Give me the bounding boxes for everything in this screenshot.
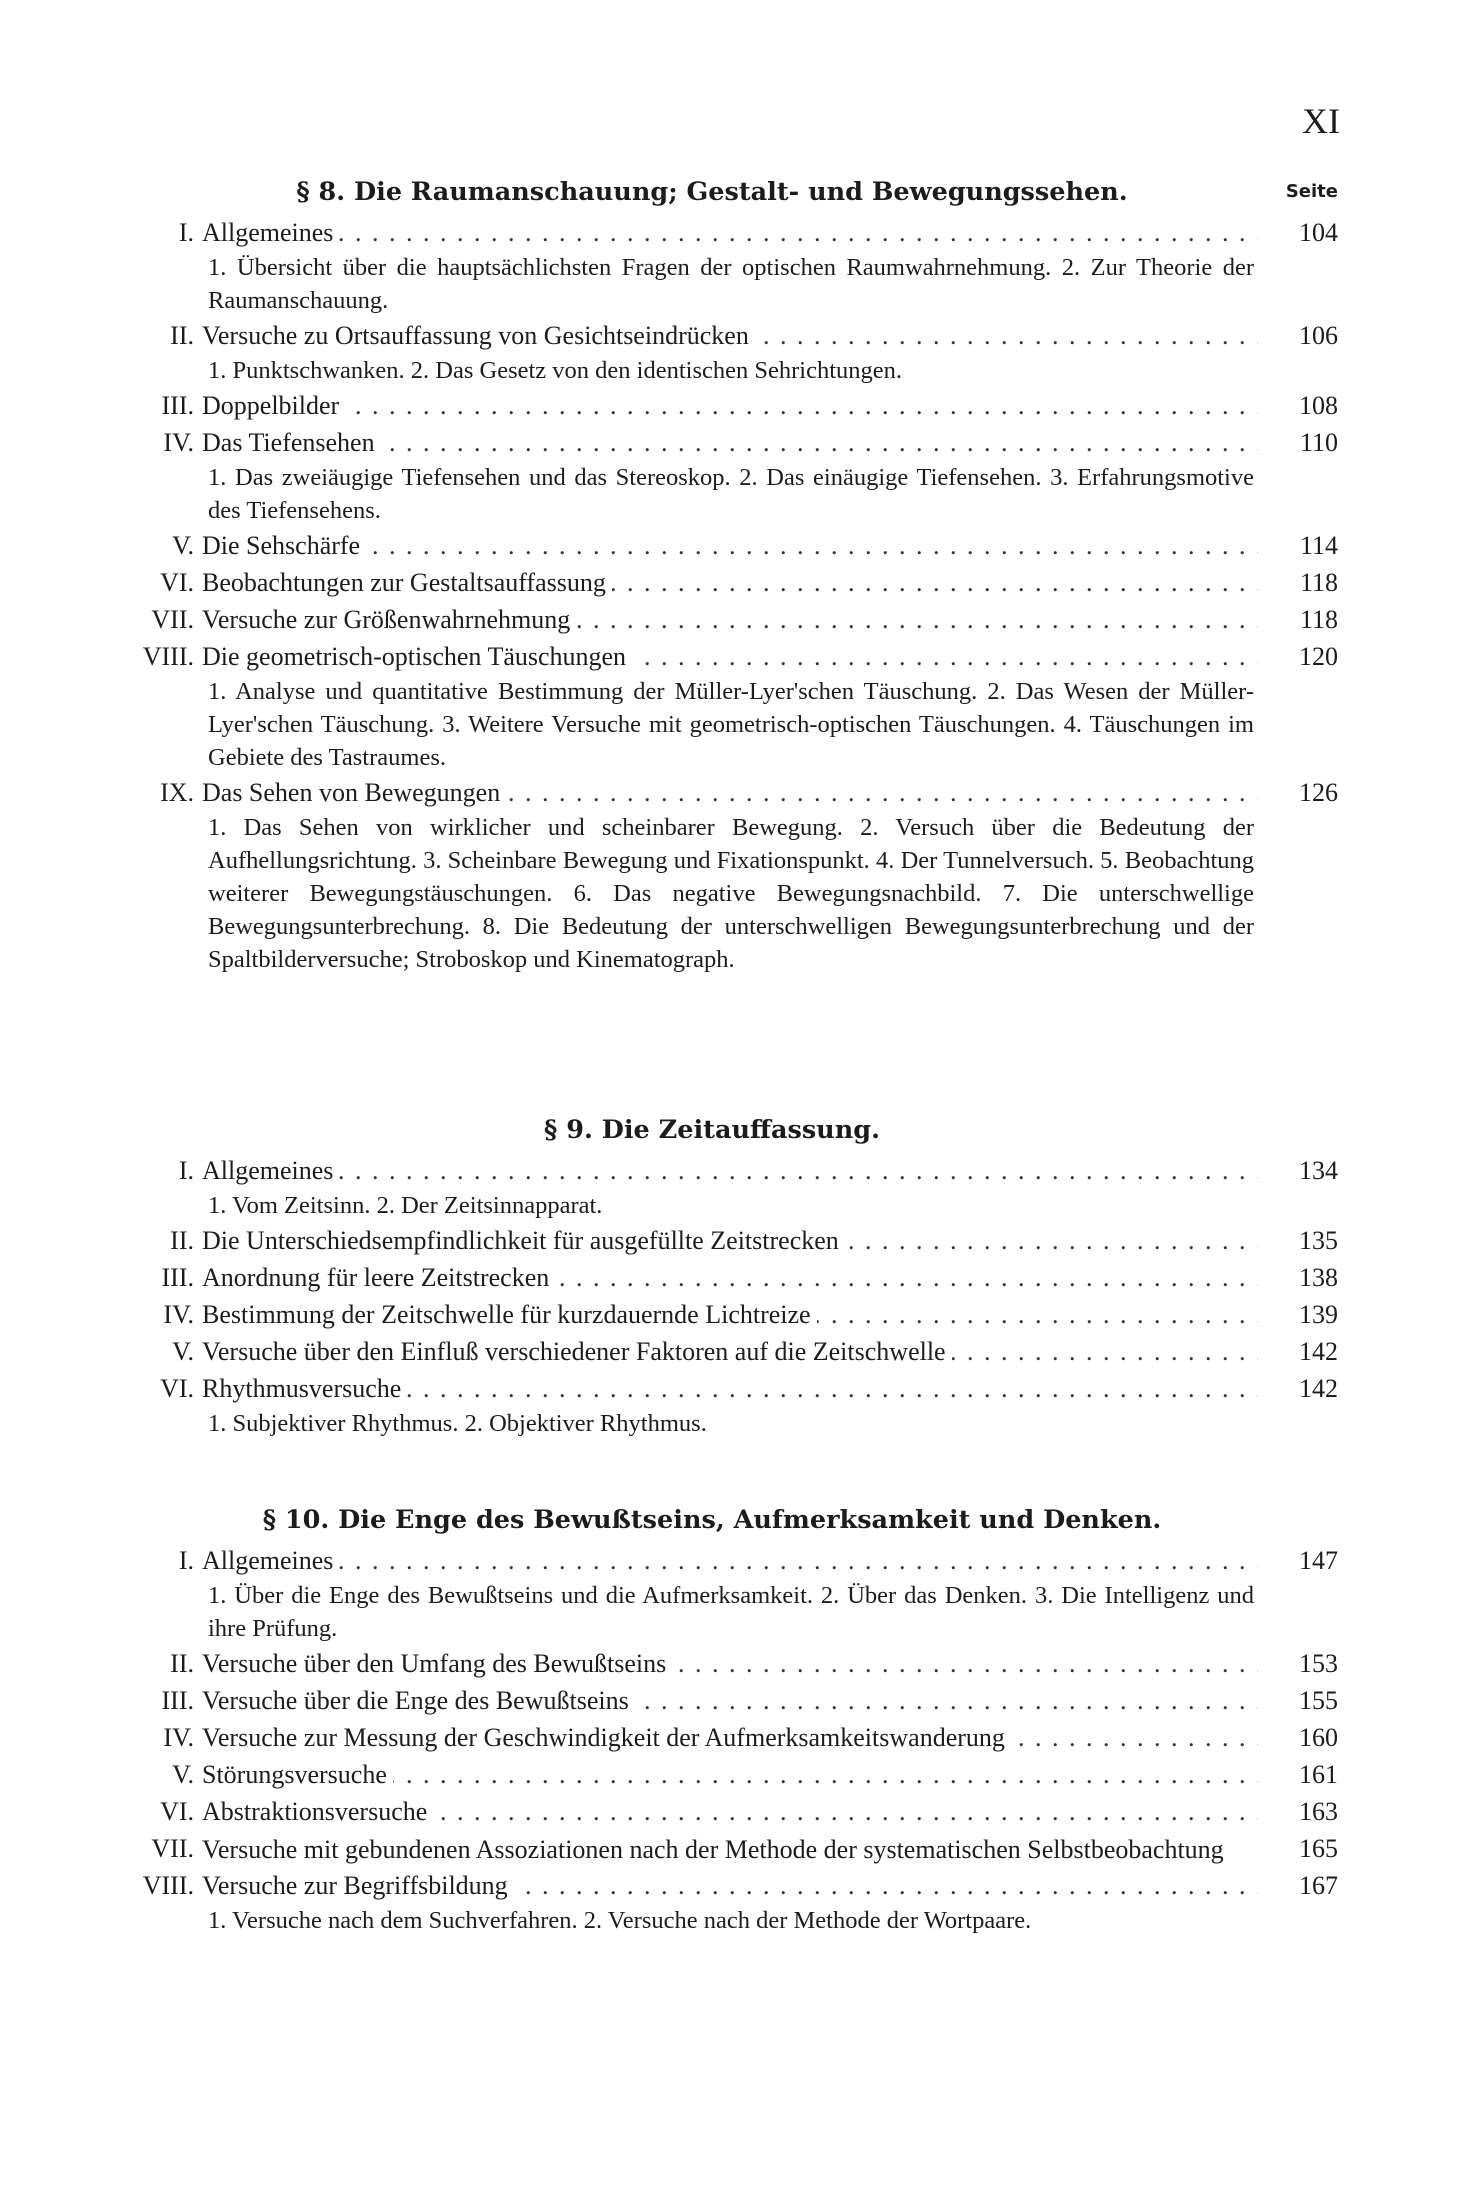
toc-entry-line — [112, 601, 1338, 638]
toc-entry-line — [112, 1296, 1338, 1333]
entry-title: Das Sehen von Bewegungen — [202, 778, 506, 807]
toc-entry[interactable] — [112, 1296, 1338, 1333]
toc-entry-line — [112, 1259, 1338, 1296]
toc-entry-line — [112, 1867, 1338, 1904]
toc-entries — [112, 1152, 1338, 1440]
toc-entries — [112, 214, 1338, 976]
entry-title-leader — [202, 424, 1258, 461]
entry-title-leader — [202, 601, 1258, 638]
section-title: § 9. Die Zeitauffassung. — [544, 1115, 880, 1145]
entry-title-leader — [202, 774, 1258, 811]
entry-title: Versuche über den Umfang des Bewußtseins — [202, 1649, 672, 1678]
entry-title: Rhythmusversuche — [202, 1374, 407, 1403]
toc-entry[interactable] — [112, 601, 1338, 638]
toc-entry[interactable] — [112, 1333, 1338, 1370]
entry-title: Die Sehschärfe — [202, 531, 366, 560]
toc-entries — [112, 1542, 1338, 1937]
toc-entry[interactable] — [112, 1793, 1338, 1830]
entry-title-leader — [202, 1867, 1258, 1904]
toc-entry-line — [112, 1830, 1338, 1867]
entry-title-leader — [202, 527, 1258, 564]
entry-title: Allgemeines — [202, 1546, 339, 1575]
entry-numeral: V. — [172, 1337, 194, 1366]
entry-title: Allgemeines — [202, 218, 339, 247]
toc-entry-line — [112, 317, 1338, 354]
toc-entry[interactable] — [112, 1542, 1338, 1645]
entry-title: Allgemeines — [202, 1156, 339, 1185]
toc-entry[interactable] — [112, 1830, 1338, 1867]
entry-title: Abstraktionsversuche — [202, 1797, 433, 1826]
entry-title-leader — [202, 214, 1258, 251]
entry-page: 139 — [1299, 1300, 1338, 1329]
entry-subtopics: 1. Subjektiver Rhythmus. 2. Objektiver Rhythmus. — [208, 1410, 707, 1437]
toc-entry[interactable] — [112, 1645, 1338, 1682]
entry-page: 138 — [1299, 1263, 1338, 1292]
entry-numeral: I. — [178, 218, 194, 247]
toc-entry-line — [112, 774, 1338, 811]
section-10 — [112, 1500, 1338, 1937]
entry-title: Versuche zur Größenwahrnehmung — [202, 605, 576, 634]
entry-numeral: VII. — [151, 1834, 194, 1863]
entry-title-leader — [202, 1333, 1258, 1370]
toc-entry[interactable] — [112, 387, 1338, 424]
section-heading — [112, 1500, 1338, 1542]
entry-title-leader — [202, 317, 1258, 354]
entry-numeral: IV. — [163, 428, 194, 457]
toc-entry-line — [112, 1756, 1338, 1793]
entry-title: Versuche über den Einfluß verschiedener Faktoren auf die Zeitschwelle — [202, 1337, 952, 1366]
toc-entry-line — [112, 564, 1338, 601]
entry-page: 118 — [1299, 605, 1338, 634]
entry-numeral: IV. — [163, 1723, 194, 1752]
entry-page: 163 — [1299, 1797, 1338, 1826]
entry-title: Das Tiefensehen — [202, 428, 381, 457]
entry-subtopics: 1. Über die Enge des Bewußtseins und die Aufmerksamkeit. 2. Über das Denken. 3. Die Intelligenz und ihre Prüfung. — [208, 1582, 1254, 1642]
entry-numeral: V. — [172, 1760, 194, 1789]
entry-page: 161 — [1299, 1760, 1338, 1789]
entry-title-leader — [202, 1259, 1258, 1296]
toc-entry-line — [112, 1793, 1338, 1830]
entry-title: Anordnung für leere Zeitstrecken — [202, 1263, 555, 1292]
entry-page: 135 — [1299, 1226, 1338, 1255]
toc-entry[interactable] — [112, 1222, 1338, 1259]
toc-entry-line — [112, 1542, 1338, 1579]
entry-page: 114 — [1299, 531, 1338, 560]
toc-entry-line — [112, 1370, 1338, 1407]
entry-numeral: IX. — [160, 778, 194, 807]
entry-subtopics: 1. Das Sehen von wirklicher und scheinbarer Bewegung. 2. Versuch über die Bedeutung der Aufhellungsrichtung. 3. Scheinbare Bewegung und Fixationspunkt. 4. Der Tunnelversuch. 5. Beobachtung weiterer Bewegungstäuschungen. 6. Das negative Bewegungsnachbild. 7. Die unterschwellige Bewegungsunterbrechung. 8. Die Bedeutung der unterschwelligen Bewegungsunterbrechung und der Spaltbilderversuche; Stroboskop und Kinematograph. — [208, 814, 1254, 973]
toc-entry[interactable] — [112, 1370, 1338, 1440]
entry-title-leader — [202, 1793, 1258, 1830]
toc-entry-line — [112, 1333, 1338, 1370]
toc-entry-line — [112, 214, 1338, 251]
entry-page: 155 — [1299, 1686, 1338, 1715]
entry-numeral: II. — [170, 321, 194, 350]
entry-title-leader — [202, 1152, 1258, 1189]
entry-page: 153 — [1299, 1649, 1338, 1678]
entry-numeral: VI. — [160, 1797, 194, 1826]
entry-title: Die Unterschiedsempfindlichkeit für ausgefüllte Zeitstrecken — [202, 1226, 845, 1255]
entry-page: 165 — [1299, 1834, 1338, 1863]
entry-page: 120 — [1299, 642, 1338, 671]
entry-subtopics: 1. Das zweiäugige Tiefensehen und das Stereoskop. 2. Das einäugige Tiefensehen. 3. Erfahrungsmotive des Tiefensehens. — [208, 464, 1254, 524]
entry-subtopics: 1. Versuche nach dem Suchverfahren. 2. Versuche nach der Methode der Wortpaare. — [208, 1907, 1032, 1934]
entry-numeral: VI. — [160, 1374, 194, 1403]
entry-subtopics: 1. Analyse und quantitative Bestimmung der Müller-Lyer'schen Täuschung. 2. Das Wesen der Müller-Lyer'schen Täuschung. 3. Weitere Versuche mit geometrisch-optischen Täuschungen. 4. Täuschungen im Gebiete des Tastraumes. — [208, 678, 1254, 771]
entry-numeral: VI. — [160, 568, 194, 597]
entry-numeral: IV. — [163, 1300, 194, 1329]
toc-entry-line — [112, 1152, 1338, 1189]
entry-title: Versuche über die Enge des Bewußtseins — [202, 1686, 635, 1715]
section-heading — [112, 172, 1338, 214]
entry-title-leader — [202, 564, 1258, 601]
entry-page: 167 — [1299, 1871, 1338, 1900]
entry-numeral: II. — [170, 1649, 194, 1678]
page-number: XI — [1302, 101, 1340, 141]
entry-subtopics: 1. Übersicht über die hauptsächlichsten Fragen der optischen Raumwahrnehmung. 2. Zur Theorie der Raumanschauung. — [208, 254, 1254, 314]
entry-subtopics: 1. Punktschwanken. 2. Das Gesetz von den identischen Sehrichtungen. — [208, 357, 903, 384]
entry-title-leader — [202, 1296, 1258, 1333]
toc-entry[interactable] — [112, 1867, 1338, 1937]
entry-title-leader — [202, 1682, 1258, 1719]
toc-entry[interactable] — [112, 1259, 1338, 1296]
entry-title: Die geometrisch-optischen Täuschungen — [202, 642, 632, 671]
entry-subtopics: 1. Vom Zeitsinn. 2. Der Zeitsinnapparat. — [208, 1192, 603, 1219]
entry-title: Versuche mit gebundenen Assoziationen nach der Methode der systematischen Selbstbeobachtung — [202, 1835, 1224, 1864]
section-title: § 10. Die Enge des Bewußtseins, Aufmerksamkeit und Denken. — [262, 1505, 1162, 1535]
toc-entry-line — [112, 387, 1338, 424]
entry-numeral: III. — [161, 391, 194, 420]
section-8 — [112, 172, 1338, 976]
toc-entry-line — [112, 638, 1338, 675]
entry-title: Versuche zu Ortsauffassung von Gesichtseindrücken — [202, 321, 755, 350]
entry-numeral: VII. — [151, 605, 194, 634]
toc-entry-line — [112, 1719, 1338, 1756]
entry-numeral: II. — [170, 1226, 194, 1255]
entry-numeral: VIII. — [142, 1871, 194, 1900]
toc-entry[interactable] — [112, 1719, 1338, 1756]
entry-page: 147 — [1299, 1546, 1338, 1575]
entry-page: 134 — [1299, 1156, 1338, 1185]
toc-entry[interactable] — [112, 424, 1338, 527]
toc-entry[interactable] — [112, 774, 1338, 976]
section-9 — [112, 1110, 1338, 1440]
entry-title: Beobachtungen zur Gestaltsauffassung — [202, 568, 612, 597]
entry-title: Versuche zur Messung der Geschwindigkeit der Aufmerksamkeitswanderung — [202, 1723, 1011, 1752]
entry-page: 160 — [1299, 1723, 1338, 1752]
entry-page: 118 — [1299, 568, 1338, 597]
toc-entry[interactable] — [112, 317, 1338, 387]
toc-entry-line — [112, 424, 1338, 461]
toc-entry[interactable] — [112, 638, 1338, 774]
toc-entry[interactable] — [112, 1756, 1338, 1793]
entry-title: Bestimmung der Zeitschwelle für kurzdauernde Lichtreize — [202, 1300, 817, 1329]
entry-page: 126 — [1299, 778, 1338, 807]
entry-numeral: I. — [178, 1156, 194, 1185]
entry-title: Doppelbilder — [202, 391, 345, 420]
entry-title: Versuche zur Begriffsbildung — [202, 1871, 514, 1900]
entry-page: 108 — [1299, 391, 1338, 420]
entry-title-leader — [202, 387, 1258, 424]
entry-page: 106 — [1299, 321, 1338, 350]
entry-page: 142 — [1299, 1337, 1338, 1366]
section-title: § 8. Die Raumanschauung; Gestalt- und Bewegungssehen. — [296, 177, 1128, 207]
entry-title-leader — [202, 1756, 1258, 1793]
entry-page: 142 — [1299, 1374, 1338, 1403]
toc-entry-line — [112, 527, 1338, 564]
entry-page: 110 — [1299, 428, 1338, 457]
entry-title-leader — [202, 638, 1258, 675]
entry-title-leader — [202, 1222, 1258, 1259]
toc-entry-line — [112, 1682, 1338, 1719]
entry-title-leader — [202, 1719, 1258, 1756]
section-heading — [112, 1110, 1338, 1152]
entry-title-leader — [202, 1542, 1258, 1579]
entry-numeral: V. — [172, 531, 194, 560]
seite-label: Seite — [1285, 181, 1338, 202]
entry-numeral: I. — [178, 1546, 194, 1575]
toc-entry-line — [112, 1222, 1338, 1259]
toc-entry[interactable] — [112, 1152, 1338, 1222]
entry-numeral: III. — [161, 1686, 194, 1715]
entry-page: 104 — [1299, 218, 1338, 247]
toc-entry[interactable] — [112, 1682, 1338, 1719]
entry-numeral: III. — [161, 1263, 194, 1292]
toc-entry[interactable] — [112, 564, 1338, 601]
entry-title-leader — [202, 1645, 1258, 1682]
toc-entry[interactable] — [112, 214, 1338, 317]
entry-numeral: VIII. — [142, 642, 194, 671]
entry-title-leader — [202, 1370, 1258, 1407]
toc-entry[interactable] — [112, 527, 1338, 564]
toc-entry-line — [112, 1645, 1338, 1682]
entry-title: Störungsversuche — [202, 1760, 393, 1789]
